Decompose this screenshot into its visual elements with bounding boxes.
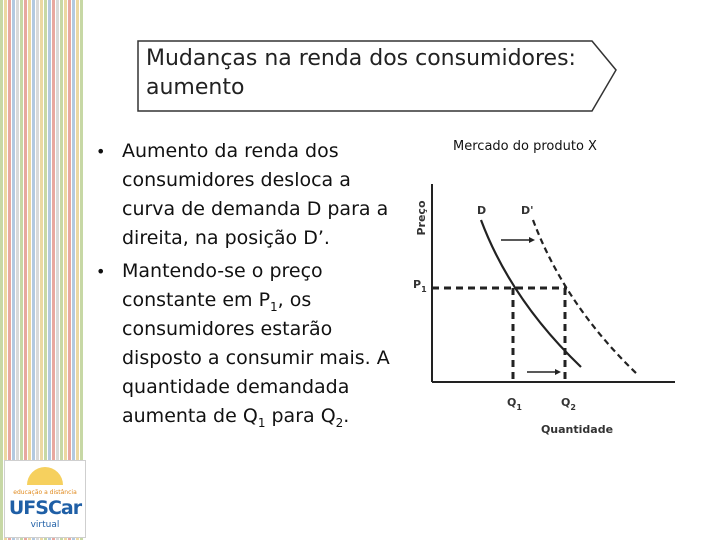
stripe [80, 0, 83, 540]
bullet-text: . [343, 405, 350, 427]
sun-icon [27, 467, 63, 485]
subscript: 1 [257, 415, 266, 430]
stripe [48, 0, 51, 540]
stripe [52, 0, 55, 540]
bullet-icon: • [96, 142, 106, 161]
bullet-text: Aumento da renda dos consumidores desloca a curva de demanda D para a direita, na posição D’. [122, 140, 389, 249]
stripe [56, 0, 59, 540]
stripe [8, 0, 11, 540]
stripe [28, 0, 31, 540]
bullet-icon: • [96, 262, 106, 281]
chart-title: Mercado do produto X [453, 139, 597, 154]
stripe [44, 0, 47, 540]
bullet-text: Mantendo-se o preço constante em P [122, 260, 323, 311]
y-axis-label: Preço [415, 200, 428, 236]
x-axis-label: Quantidade [540, 423, 614, 436]
stripe [12, 0, 15, 540]
stripe [60, 0, 63, 540]
bullet-item [94, 137, 394, 253]
curve-label-d-prime: D' [521, 204, 534, 217]
stripe [32, 0, 35, 540]
stripe [64, 0, 67, 540]
stripe [76, 0, 79, 540]
stripe [0, 0, 3, 540]
logo-tagline: educação a distância [13, 489, 77, 496]
bullet-text: , os consumidores estarão disposto a consumir mais. A quantidade demandada aumenta de Q [122, 289, 390, 427]
stripe [36, 0, 39, 540]
slide-title [146, 44, 606, 102]
bullet-text: para Q [265, 405, 336, 427]
bullet-item [94, 257, 394, 431]
logo-name: UFSCar [8, 497, 82, 519]
q1-label: $Q_1$ [507, 396, 522, 412]
title-line-2: aumento [146, 75, 245, 100]
subscript: 2 [335, 415, 344, 430]
curve-label-d: D [477, 204, 487, 217]
q2-label: $Q_2$ [561, 396, 576, 412]
bullet-list [94, 137, 394, 431]
p1-label: $P_1$ [413, 278, 427, 294]
stripe [4, 0, 7, 540]
ufscar-virtual-logo [4, 460, 86, 538]
stripe [68, 0, 71, 540]
decorative-stripes [0, 0, 86, 540]
demand-chart [405, 130, 685, 440]
stripe [20, 0, 23, 540]
title-line-1: Mudanças na renda dos consumidores: [146, 46, 576, 71]
stripe [16, 0, 19, 540]
logo-subtitle: virtual [30, 520, 60, 530]
arrow-head-icon [555, 369, 561, 375]
stripe [72, 0, 75, 540]
subscript: 1 [270, 299, 278, 314]
stripe [24, 0, 27, 540]
arrow-head-icon [529, 237, 535, 243]
demand-curve-d-prime [533, 220, 637, 374]
stripe [40, 0, 43, 540]
